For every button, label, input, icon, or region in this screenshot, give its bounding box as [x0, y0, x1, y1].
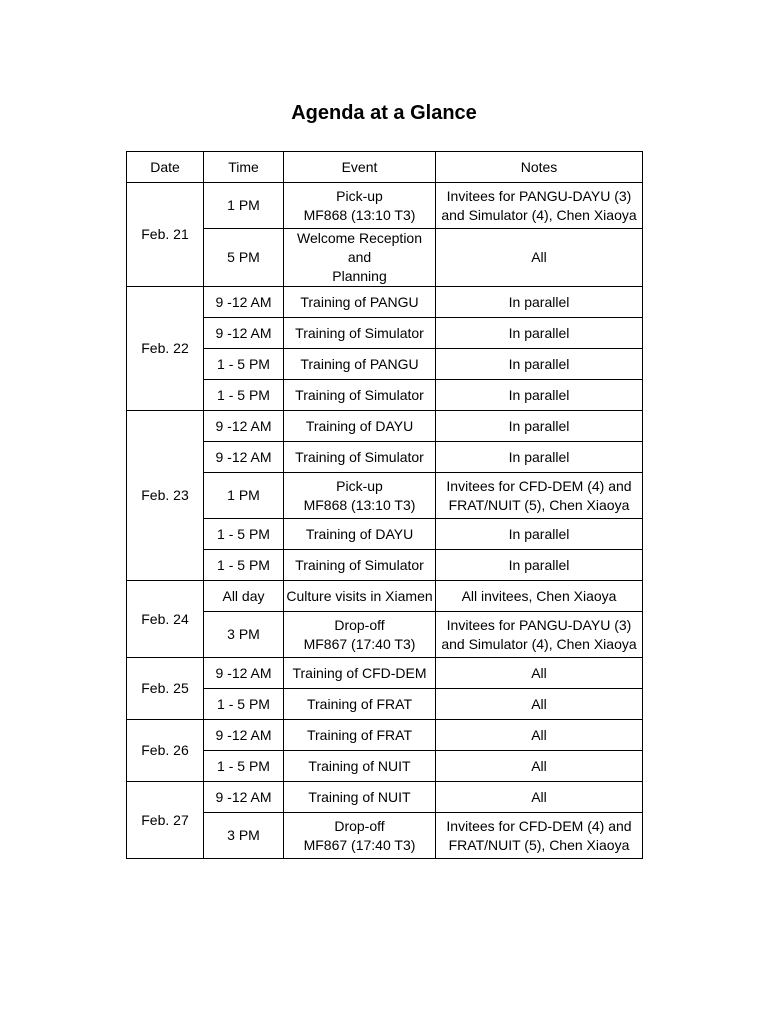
- table-row: [127, 349, 643, 380]
- notes-cell: [436, 581, 643, 612]
- event-cell: [284, 229, 436, 287]
- header-row: [127, 152, 643, 183]
- notes-line: In parallel: [508, 386, 570, 403]
- table-row: [127, 581, 643, 612]
- time-cell: 1 - 5 PM: [204, 519, 284, 550]
- event-cell: [284, 519, 436, 550]
- table-row: [127, 519, 643, 550]
- event-line: MF868 (13:10 T3): [303, 206, 416, 223]
- notes-line: In parallel: [508, 355, 570, 372]
- time-cell: 1 PM: [204, 473, 284, 519]
- table-row: [127, 442, 643, 473]
- date-cell: Feb. 23: [127, 411, 204, 581]
- event-cell: [284, 581, 436, 612]
- time-cell: 1 - 5 PM: [204, 751, 284, 782]
- time-cell: All day: [204, 581, 284, 612]
- event-line: Pick-up: [336, 187, 383, 204]
- time-cell: 5 PM: [204, 229, 284, 287]
- notes-line: FRAT/NUIT (5), Chen Xiaoya: [448, 836, 630, 853]
- time-cell: 9 -12 AM: [204, 318, 284, 349]
- notes-cell: [436, 658, 643, 689]
- notes-cell: [436, 183, 643, 229]
- table-row: [127, 318, 643, 349]
- time-cell: 1 - 5 PM: [204, 550, 284, 581]
- time-cell: 9 -12 AM: [204, 782, 284, 813]
- date-cell: Feb. 22: [127, 287, 204, 411]
- table-row: [127, 380, 643, 411]
- notes-cell: [436, 229, 643, 287]
- table-row: [127, 229, 643, 287]
- notes-line: All: [531, 788, 547, 805]
- notes-line: In parallel: [508, 417, 570, 434]
- table-row: [127, 411, 643, 442]
- event-cell: [284, 442, 436, 473]
- event-line: Drop-off: [334, 616, 385, 633]
- agenda-body: [127, 183, 643, 859]
- notes-line: All invitees, Chen Xiaoya: [461, 587, 617, 604]
- event-line: Training of Simulator: [295, 386, 424, 403]
- notes-line: All: [531, 664, 547, 681]
- notes-cell: [436, 751, 643, 782]
- event-line: Training of Simulator: [295, 448, 424, 465]
- notes-line: All: [531, 249, 547, 265]
- notes-cell: [436, 349, 643, 380]
- event-cell: [284, 287, 436, 318]
- event-line: Training of NUIT: [308, 788, 411, 805]
- notes-line: In parallel: [508, 293, 570, 310]
- event-line: Training of NUIT: [308, 757, 411, 774]
- notes-cell: [436, 519, 643, 550]
- table-row: [127, 689, 643, 720]
- event-line: Training of PANGU: [300, 355, 419, 372]
- notes-cell: [436, 612, 643, 658]
- event-cell: [284, 658, 436, 689]
- event-cell: [284, 411, 436, 442]
- notes-cell: [436, 411, 643, 442]
- date-cell: Feb. 25: [127, 658, 204, 720]
- event-line: MF868 (13:10 T3): [303, 496, 416, 513]
- event-line: Training of DAYU: [305, 417, 414, 434]
- table-row: [127, 287, 643, 318]
- table-row: [127, 183, 643, 229]
- date-cell: Feb. 21: [127, 183, 204, 287]
- event-cell: [284, 689, 436, 720]
- table-row: [127, 782, 643, 813]
- event-cell: [284, 550, 436, 581]
- column-header-time: Time: [204, 152, 284, 183]
- time-cell: 9 -12 AM: [204, 442, 284, 473]
- notes-cell: [436, 550, 643, 581]
- notes-cell: [436, 473, 643, 519]
- notes-cell: [436, 380, 643, 411]
- event-line: Culture visits in Xiamen: [286, 587, 433, 604]
- event-line: Training of FRAT: [306, 695, 413, 712]
- time-cell: 1 - 5 PM: [204, 380, 284, 411]
- notes-line: In parallel: [508, 448, 570, 465]
- time-cell: 1 - 5 PM: [204, 689, 284, 720]
- date-cell: Feb. 26: [127, 720, 204, 782]
- event-cell: [284, 612, 436, 658]
- page-title: Agenda at a Glance: [291, 102, 477, 124]
- event-line: Training of FRAT: [306, 726, 413, 743]
- date-cell: Feb. 27: [127, 782, 204, 859]
- notes-cell: [436, 689, 643, 720]
- table-row: [127, 473, 643, 519]
- event-line: MF867 (17:40 T3): [303, 836, 416, 853]
- notes-line: Invitees for CFD-DEM (4) and: [446, 817, 632, 834]
- event-line: MF867 (17:40 T3): [303, 635, 416, 652]
- time-cell: 1 PM: [204, 183, 284, 229]
- event-line: Training of DAYU: [305, 525, 414, 542]
- notes-line: All: [531, 695, 547, 712]
- event-cell: [284, 720, 436, 751]
- event-cell: [284, 751, 436, 782]
- time-cell: 9 -12 AM: [204, 720, 284, 751]
- notes-cell: [436, 720, 643, 751]
- event-cell: [284, 318, 436, 349]
- notes-line: Invitees for CFD-DEM (4) and: [446, 477, 632, 494]
- time-cell: 3 PM: [204, 612, 284, 658]
- event-line: Drop-off: [334, 817, 385, 834]
- event-line: Training of PANGU: [300, 293, 419, 310]
- notes-line: In parallel: [508, 324, 570, 341]
- notes-cell: [436, 442, 643, 473]
- time-cell: 1 - 5 PM: [204, 349, 284, 380]
- event-cell: [284, 349, 436, 380]
- event-line: Training of Simulator: [295, 556, 424, 573]
- notes-cell: [436, 318, 643, 349]
- event-line: Welcome Reception and: [296, 230, 423, 265]
- notes-cell: [436, 813, 643, 859]
- table-row: [127, 612, 643, 658]
- event-line: Training of CFD-DEM: [292, 664, 427, 681]
- time-cell: 3 PM: [204, 813, 284, 859]
- event-line: Pick-up: [336, 477, 383, 494]
- notes-line: FRAT/NUIT (5), Chen Xiaoya: [448, 496, 630, 513]
- notes-line: All: [531, 757, 547, 774]
- notes-line: and Simulator (4), Chen Xiaoya: [441, 206, 637, 223]
- table-row: [127, 751, 643, 782]
- column-header-notes: Notes: [436, 152, 643, 183]
- event-cell: [284, 473, 436, 519]
- table-row: [127, 658, 643, 689]
- time-cell: 9 -12 AM: [204, 658, 284, 689]
- table-row: [127, 550, 643, 581]
- column-header-date: Date: [127, 152, 204, 183]
- date-cell: Feb. 24: [127, 581, 204, 658]
- event-cell: [284, 782, 436, 813]
- event-cell: [284, 380, 436, 411]
- notes-cell: [436, 287, 643, 318]
- notes-line: All: [531, 726, 547, 743]
- time-cell: 9 -12 AM: [204, 287, 284, 318]
- table-row: [127, 720, 643, 751]
- event-line: Training of Simulator: [295, 324, 424, 341]
- notes-line: Invitees for PANGU-DAYU (3): [446, 616, 632, 633]
- notes-line: Invitees for PANGU-DAYU (3): [446, 187, 632, 204]
- column-header-event: Event: [284, 152, 436, 183]
- event-line: Planning: [332, 268, 387, 284]
- notes-cell: [436, 782, 643, 813]
- notes-line: In parallel: [508, 556, 570, 573]
- event-cell: [284, 183, 436, 229]
- notes-line: In parallel: [508, 525, 570, 542]
- agenda-table: [126, 151, 643, 859]
- notes-line: and Simulator (4), Chen Xiaoya: [441, 635, 637, 652]
- event-cell: [284, 813, 436, 859]
- table-row: [127, 813, 643, 859]
- time-cell: 9 -12 AM: [204, 411, 284, 442]
